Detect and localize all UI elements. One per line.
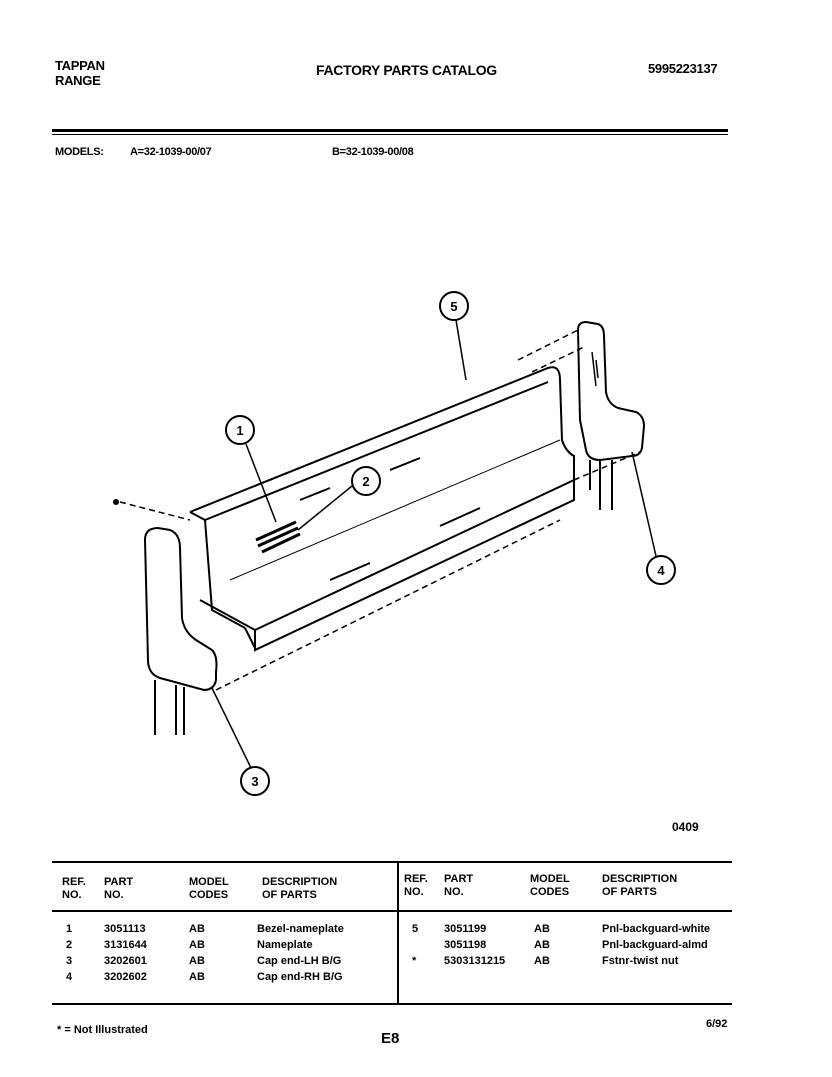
table-row [62, 921, 392, 937]
brand-line-2: RANGE [55, 73, 101, 88]
ref-no: 4 [66, 971, 73, 983]
assembly-lines [120, 330, 640, 690]
figure-code: 0409 [672, 820, 699, 834]
description: Bezel-nameplate [257, 923, 344, 935]
header-description: DESCRIPTION OF PARTS [262, 876, 338, 901]
callout-1 [226, 416, 254, 444]
table-row [404, 953, 734, 969]
ref-no: 1 [66, 923, 73, 935]
page-title: FACTORY PARTS CATALOG [316, 62, 497, 78]
table-row [404, 921, 734, 937]
not-illustrated-note: * = Not Illustrated [57, 1024, 148, 1036]
table-bottom-rule [52, 1003, 732, 1005]
description: Cap end-LH B/G [257, 955, 342, 967]
svg-text:2: 2 [362, 474, 370, 489]
part-no: 3202601 [104, 955, 147, 967]
part-no: 3051113 [104, 923, 146, 935]
page-number: E8 [381, 1030, 400, 1047]
nameplate [256, 522, 300, 552]
description: Fstnr-twist nut [602, 955, 679, 967]
header-model-codes: MODEL CODES [530, 873, 570, 898]
model-code: AB [189, 939, 205, 951]
catalog-number: 5995223137 [648, 61, 718, 76]
table-row [62, 937, 392, 953]
models-label: MODELS: [55, 146, 104, 158]
table-row [404, 937, 734, 953]
callout-2 [352, 467, 380, 495]
svg-text:4: 4 [657, 563, 665, 578]
svg-text:1: 1 [236, 423, 244, 438]
header-part-no: PART NO. [444, 873, 474, 898]
parts-table-left [62, 921, 392, 985]
callout-3 [241, 767, 269, 795]
model-code: AB [534, 939, 550, 951]
screw-icon [113, 499, 119, 505]
model-code: AB [189, 923, 205, 935]
ref-no: * [412, 955, 417, 967]
table-row [62, 969, 392, 985]
ref-no: 3 [66, 955, 73, 967]
revision-date: 6/92 [706, 1018, 728, 1030]
description: Pnl-backguard-almd [602, 939, 708, 951]
svg-text:5: 5 [450, 299, 458, 314]
svg-text:3: 3 [251, 774, 259, 789]
header-ref-no: REF. NO. [62, 876, 86, 901]
part-no: 3202602 [104, 971, 147, 983]
header-ref-no: REF. NO. [404, 873, 428, 898]
part-no: 5303131215 [444, 955, 506, 967]
model-code: AB [189, 971, 205, 983]
callout-5 [440, 292, 468, 320]
model-a: A=32-1039-00/07 [130, 146, 212, 158]
table-divider [397, 861, 399, 1005]
brand-line-1: TAPPAN [55, 58, 105, 73]
part-no: 3131644 [104, 939, 147, 951]
description: Pnl-backguard-white [602, 923, 711, 935]
part-no: 3051198 [444, 939, 487, 951]
parts-table-right [404, 921, 734, 969]
ref-no: 2 [66, 939, 73, 951]
callout-4 [647, 556, 675, 584]
model-b: B=32-1039-00/08 [332, 146, 414, 158]
part-no: 3051199 [444, 923, 487, 935]
description: Cap end-RH B/G [257, 971, 343, 983]
header-part-no: PART NO. [104, 876, 134, 901]
ref-no: 5 [412, 923, 419, 935]
table-header-rule [52, 910, 732, 912]
model-code: AB [189, 955, 205, 967]
description: Nameplate [257, 939, 313, 951]
header-model-codes: MODEL CODES [189, 876, 229, 901]
cap-end-right [578, 322, 644, 510]
table-top-rule [52, 861, 732, 863]
table-row [62, 953, 392, 969]
header-description: DESCRIPTION OF PARTS [602, 873, 678, 898]
model-code: AB [534, 923, 550, 935]
model-code: AB [534, 955, 550, 967]
cap-end-left [145, 528, 217, 735]
